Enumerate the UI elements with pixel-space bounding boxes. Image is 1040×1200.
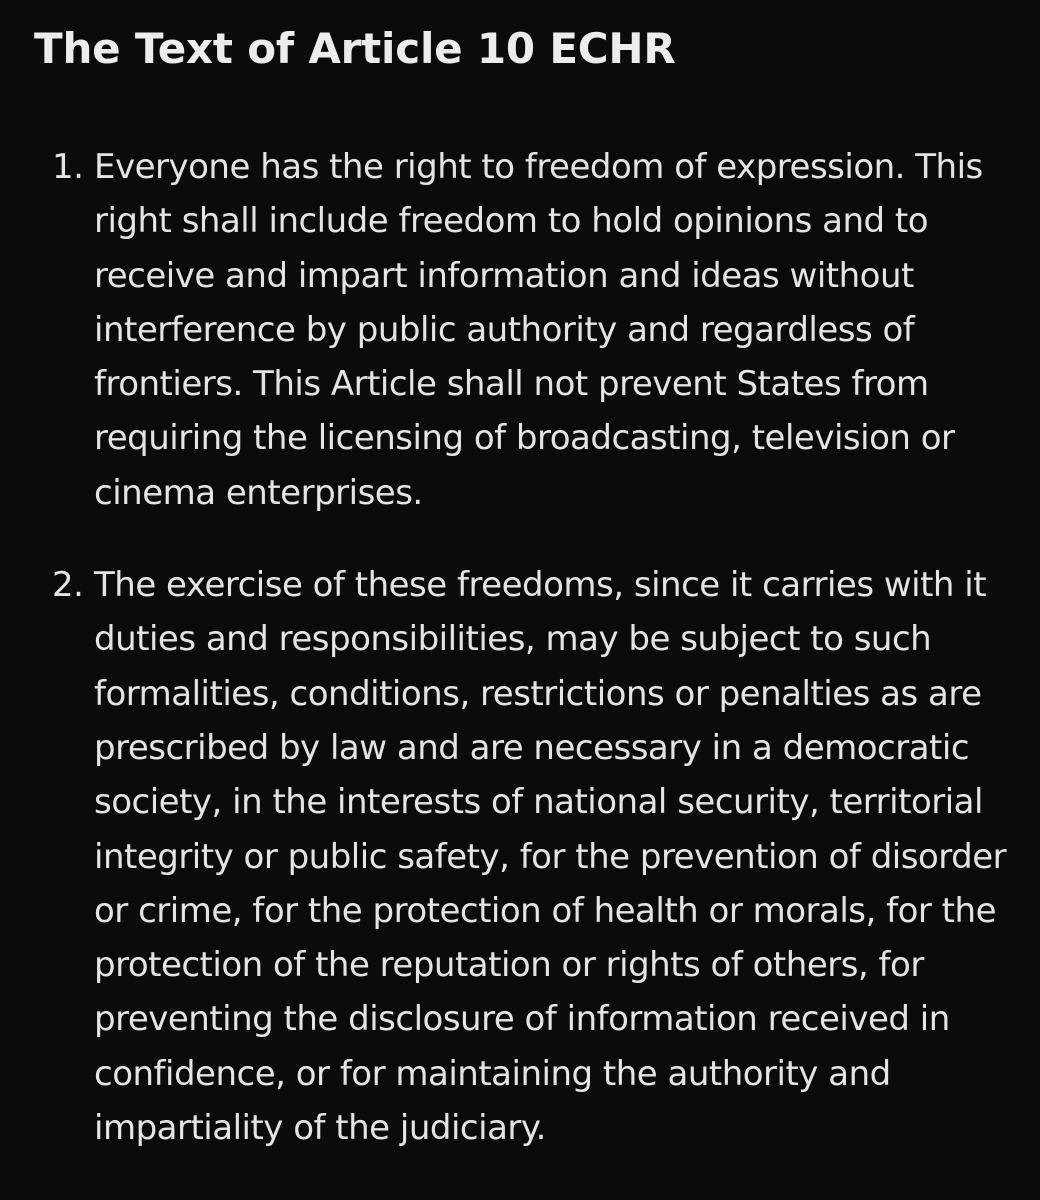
paragraph-text: The exercise of these freedoms, since it carries with it duties and responsibilities, may be subject to such formalities, conditions, restrictions or penalties as are prescribed by law and are necessary in a democratic society, in the interests of national security, territorial integrity or public safety, for the prevention of disorder or crime, for the protection of health or morals, for the protection of the reputation or rights of others, for preventing the disclosure of information received in confidence, or for maintaining the authority and impartiality of the judiciary. [94,565,1007,1149]
page-title: The Text of Article 10 ECHR [34,24,676,73]
paragraph-number: 2. [52,565,84,606]
article-paragraph-1 [34,140,1012,520]
paragraph-number: 1. [52,147,84,187]
article-paragraph-2 [34,558,1012,1155]
paragraph-text: Everyone has the right to freedom of expression. This right shall include freedom to hold opinions and to receive and impart information and ideas without interference by public authority and regardless of frontiers. This Article shall not prevent States from requiring the licensing of broadcasting, television or cinema enterprises. [94,147,983,513]
article-paragraph-list [34,140,1012,1155]
